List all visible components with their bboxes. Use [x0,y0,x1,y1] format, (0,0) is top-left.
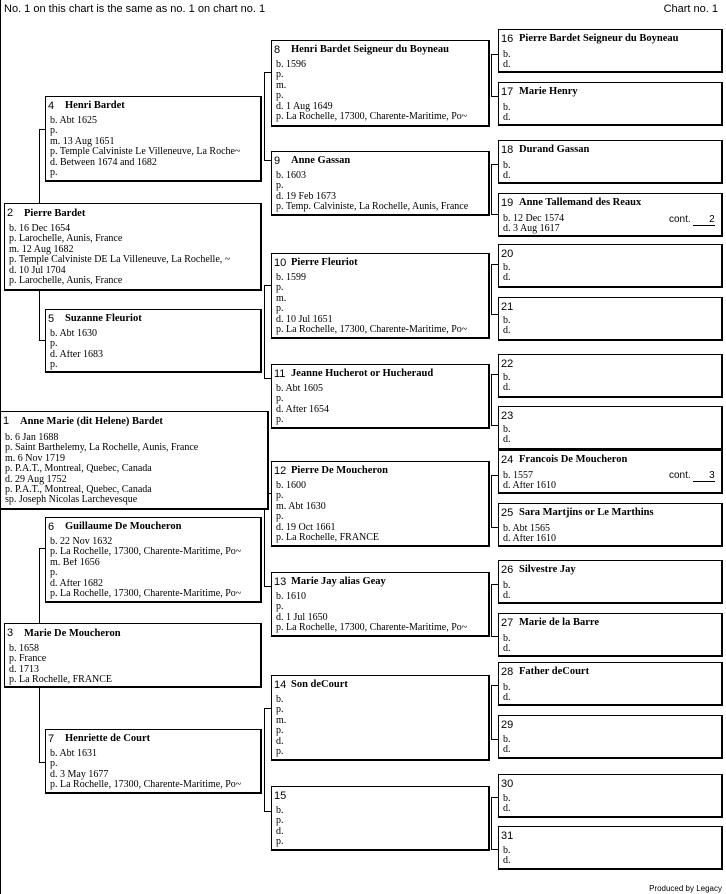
fact-line: d. [503,60,511,71]
person-name: Silvestre Jay [519,564,576,575]
person-number: 10 [274,257,287,269]
fact-line: b. [503,425,511,435]
person-name: Jeanne Hucherot or Hucheraud [291,368,434,379]
person-box-28[interactable] [498,662,723,706]
fact-line: p. La Rochelle, 17300, Charente-Maritime, Po~ [50,780,242,791]
person-number: 4 [48,100,55,112]
fact-line: p. [276,602,284,613]
cont-chart-number: 2 [693,214,715,226]
fact-line: d. [503,273,511,284]
fact-line: m. 6 Nov 1719 [5,453,65,464]
fact-line: d. [503,745,511,756]
fact-line: b. [503,735,511,745]
fact-line: p. [276,726,284,737]
person-facts [5,433,198,506]
fact-line: p. [276,415,284,426]
person-number: 19 [501,197,514,209]
person-facts [276,60,467,122]
fact-line: p. [276,746,284,757]
connector-15-30-31 [491,797,492,849]
person-name: Henri Bardet [65,100,125,111]
person-box-15[interactable] [271,786,490,851]
person-box-2[interactable] [4,203,262,291]
person-box-19[interactable] [498,193,723,237]
person-name: Pierre De Moucheron [291,465,388,476]
person-box-11[interactable] [271,364,490,429]
fact-line: b. Abt 1631 [50,749,97,759]
person-facts [50,749,241,791]
fact-line: b. [503,373,511,383]
person-box-26[interactable] [498,560,723,604]
person-number: 24 [501,454,514,466]
fact-line: d. [503,383,511,394]
person-number: 27 [501,617,514,629]
continuation-link[interactable] [669,214,715,226]
person-facts [503,634,511,655]
fact-line: b. [503,581,511,591]
fact-line: p. [50,167,58,178]
fact-line: d. After 1610 [503,534,557,545]
fact-line: p. [276,816,284,827]
fact-line: b. [503,634,511,644]
fact-line: p. [50,339,58,350]
fact-line: p. Temp. Calviniste, La Rochelle, Aunis, France [276,202,469,213]
fact-line: d. [503,693,511,704]
fact-line: d. [503,171,511,182]
connector-13-26-27 [491,584,492,636]
person-name: Francois De Moucheron [519,454,628,465]
connector-3-6 [39,548,40,623]
fact-line: b. 1610 [276,592,306,602]
person-facts [503,846,511,867]
person-number: 30 [501,778,514,790]
person-name: Pierre Bardet Seigneur du Boyneau [519,33,679,44]
fact-line: m. 12 Aug 1682 [9,244,74,255]
fact-line: m. [276,80,287,91]
fact-line: d. 19 Feb 1673 [276,191,336,202]
connector-12-24-25 [491,475,492,527]
person-name: Anne Marie (dit Helene) Bardet [20,416,163,427]
fact-line: p. La Rochelle, 17300, Charente-Maritime, Po~ [276,623,468,634]
fact-line: p. La Rochelle, FRANCE [276,532,380,543]
person-box-4[interactable] [45,96,262,182]
person-box-17[interactable] [498,82,723,126]
fact-line: b. 1596 [276,60,306,70]
person-number: 22 [501,358,514,370]
fact-line: b. 12 Dec 1574 [503,214,565,224]
fact-line: d. [503,435,511,446]
continuation-link[interactable] [669,470,715,482]
fact-line: p. P.A.T., Montreal, Quebec, Canada [5,484,152,495]
fact-line: d. Between 1674 and 1682 [50,157,157,168]
person-name: Marie Jay alias Geay [291,576,386,587]
person-number: 11 [274,368,286,380]
person-number: 13 [274,576,287,588]
person-name: Father deCourt [519,666,590,677]
person-box-9[interactable] [271,151,490,216]
connector-7-14-15 [264,708,265,811]
person-number: 25 [501,507,514,519]
person-box-20[interactable] [498,244,723,288]
person-number: 8 [274,44,281,56]
person-box-14[interactable] [271,675,490,761]
person-number: 12 [274,465,287,477]
person-number: 1 [3,415,10,427]
fact-line: b. 1603 [276,171,306,181]
fact-line: p. France [9,654,47,665]
fact-line: b. [276,806,284,816]
connector-2-5 [39,290,40,340]
fact-line: p. Saint Barthelemy, La Rochelle, Aunis, France [5,443,199,454]
person-number: 6 [48,521,55,533]
person-number: 21 [501,301,514,313]
person-box-6[interactable] [45,517,262,603]
connector-3-7 [39,688,40,762]
person-name: Durand Gassan [519,144,590,155]
person-facts [503,735,511,756]
person-number: 3 [7,627,14,639]
person-box-23[interactable] [498,406,723,450]
fact-line: b. Abt 1625 [50,116,97,126]
person-facts [9,644,112,686]
person-facts [276,806,284,848]
fact-line: m. [276,293,287,304]
fact-line: b. [503,794,511,804]
person-box-7[interactable] [45,729,262,794]
person-facts [503,263,511,284]
person-name: Marie de la Barre [519,617,599,628]
person-facts [503,581,511,602]
fact-line: p. [276,491,284,502]
fact-line: d. 29 Aug 1752 [5,474,67,485]
fact-line: b. 6 Jan 1688 [5,433,59,443]
cont-label: cont. [669,470,691,481]
person-facts [503,683,511,704]
person-name: Henriette de Court [65,733,151,744]
fact-line: sp. Joseph Nicolas Larchevesque [5,495,138,506]
connector-2-4 [39,129,40,203]
person-facts [503,794,511,815]
chart-note: No. 1 on this chart is the same as no. 1 on chart no. 1 [4,3,266,15]
person-name: Marie Henry [519,86,578,97]
fact-line: p. Temple Calviniste DE La Villeneuve, La Rochelle, ~ [9,255,231,266]
person-facts [503,316,511,337]
person-facts [276,592,467,634]
fact-line: d. 1 Jul 1650 [276,612,328,623]
person-facts [503,373,511,394]
connector-4-8-9 [264,72,265,160]
connector-8-16-17 [491,54,492,96]
person-facts [276,695,286,757]
fact-line: b. [503,103,511,113]
person-facts [276,481,379,543]
connector-5-10-11 [264,285,265,378]
fact-line: p. [276,181,284,192]
fact-line: p. [276,91,284,102]
fact-line: d. [503,113,511,124]
chart-number-label: Chart no. 1 [663,3,718,15]
fact-line: p. Larochelle, Aunis, France [9,275,123,286]
person-box-31[interactable] [498,826,723,870]
fact-line: b. 16 Dec 1654 [9,224,71,234]
person-facts [50,329,103,371]
fact-line: b. [503,846,511,856]
fact-line: d. 19 Oct 1661 [276,522,336,533]
person-number: 9 [274,155,281,167]
person-facts [276,171,468,213]
person-name: Son deCourt [291,679,348,690]
person-facts [503,471,556,492]
fact-line: d. After 1654 [276,404,330,415]
person-name: Henri Bardet Seigneur du Boyneau [291,44,449,55]
fact-line: b. Abt 1630 [50,329,97,339]
person-facts [503,161,511,182]
fact-line: b. 22 Nov 1632 [50,537,113,547]
person-name: Anne Tallemand des Reaux [519,197,642,208]
fact-line: b. 1557 [503,471,533,481]
person-box-29[interactable] [498,715,723,759]
person-number: 20 [501,248,514,260]
fact-line: m. [276,715,287,726]
person-box-24[interactable] [498,450,723,494]
fact-line: d. 10 Jul 1651 [276,314,333,325]
fact-line: p. [50,568,58,579]
person-name: Guillaume De Moucheron [65,521,182,532]
fact-line: p. La Rochelle, 17300, Charente-Maritime, Po~ [276,111,468,122]
fact-line: d. 1 Aug 1649 [276,101,333,112]
fact-line: p. [276,394,284,405]
person-name: Pierre Fleuriot [291,257,358,268]
fact-line: d. After 1610 [503,481,557,492]
person-number: 15 [274,790,287,802]
person-number: 23 [501,410,514,422]
person-box-5[interactable] [45,309,262,373]
cont-label: cont. [669,214,691,225]
connector-9-18-19 [491,164,492,214]
fact-line: d. 1713 [9,664,39,675]
fact-line: p. [276,705,284,716]
person-name: Sara Martjins or Le Marthins [519,507,654,518]
person-box-22[interactable] [498,354,723,398]
person-number: 29 [501,719,514,731]
person-name: Marie De Moucheron [24,628,121,639]
fact-line: m. 13 Aug 1651 [50,136,115,147]
person-facts [503,425,511,446]
person-box-27[interactable] [498,613,723,657]
person-box-1[interactable] [0,411,269,510]
fact-line: b. Abt 1605 [276,384,323,394]
person-number: 28 [501,666,514,678]
person-box-25[interactable] [498,503,723,547]
connector-11-22-23 [491,374,492,425]
fact-line: p. [276,512,284,523]
person-number: 31 [501,830,514,842]
person-number: 14 [274,679,287,691]
fact-line: d. 3 Aug 1617 [503,224,560,235]
person-box-30[interactable] [498,774,723,818]
person-name: Anne Gassan [291,155,351,166]
fact-line: p. [50,360,58,371]
fact-line: b. [503,161,511,171]
fact-line: d. [503,856,511,867]
fact-line: b. Abt 1565 [503,524,550,534]
fact-line: b. 1599 [276,273,306,283]
person-facts [503,50,511,71]
person-number: 2 [7,207,14,219]
fact-line: b. [503,316,511,326]
person-box-8[interactable] [271,40,490,127]
person-number: 18 [501,144,514,156]
fact-line: p. P.A.T., Montreal, Quebec, Canada [5,464,152,475]
fact-line: d. [503,804,511,815]
connector-10-20-21 [491,264,492,314]
fact-line: p. La Rochelle, FRANCE [9,675,113,686]
person-box-10[interactable] [271,253,490,339]
person-facts [50,116,240,178]
person-number: 16 [501,33,514,45]
fact-line: p. Temple Calviniste Le Villeneuve, La Roche~ [50,147,241,158]
fact-line: p. [276,283,284,294]
fact-line: p. La Rochelle, 17300, Charente-Maritime, Po~ [276,324,468,335]
person-box-21[interactable] [498,297,723,341]
person-name: Suzanne Fleuriot [65,313,142,324]
fact-line: d. [276,826,284,837]
fact-line: m. Bef 1656 [50,557,100,568]
person-box-13[interactable] [271,572,490,637]
fact-line: m. Abt 1630 [276,501,326,512]
fact-line: d. 3 May 1677 [50,769,109,780]
person-facts [276,384,329,426]
fact-line: p. [276,837,284,848]
person-number: 7 [48,733,55,745]
person-number: 5 [48,313,55,325]
person-box-16[interactable] [498,29,723,73]
fact-line: p. La Rochelle, 17300, Charente-Maritime, Po~ [50,588,242,599]
person-facts [50,537,241,599]
produced-by-footer: Produced by Legacy [649,884,722,893]
fact-line: b. 1658 [9,644,39,654]
fact-line: b. 1600 [276,481,306,491]
fact-line: p. Larochelle, Aunis, France [9,234,123,245]
person-facts [503,524,556,545]
fact-line: b. [503,263,511,273]
fact-line: d. After 1682 [50,578,104,589]
fact-line: b. [503,50,511,60]
person-facts [276,273,467,335]
fact-line: p. [276,304,284,315]
person-box-12[interactable] [271,461,490,547]
person-name: Pierre Bardet [24,208,86,219]
fact-line: d. [276,736,284,747]
person-facts [503,103,511,124]
person-number: 26 [501,564,514,576]
fact-line: b. [276,695,284,705]
fact-line: d. [503,326,511,337]
fact-line: p. [276,70,284,81]
fact-line: p. La Rochelle, 17300, Charente-Maritime, Po~ [50,547,242,558]
connector-14-28-29 [491,685,492,739]
person-box-18[interactable] [498,140,723,184]
fact-line: d. 10 Jul 1704 [9,265,66,276]
cont-chart-number: 3 [693,470,715,482]
fact-line: d. After 1683 [50,349,104,360]
fact-line: p. [50,759,58,770]
person-number: 17 [501,86,514,98]
person-facts [9,224,230,286]
fact-line: d. [503,644,511,655]
person-facts [503,214,564,235]
person-box-3[interactable] [4,623,262,688]
fact-line: p. [50,126,58,137]
fact-line: d. [503,591,511,602]
fact-line: b. [503,683,511,693]
